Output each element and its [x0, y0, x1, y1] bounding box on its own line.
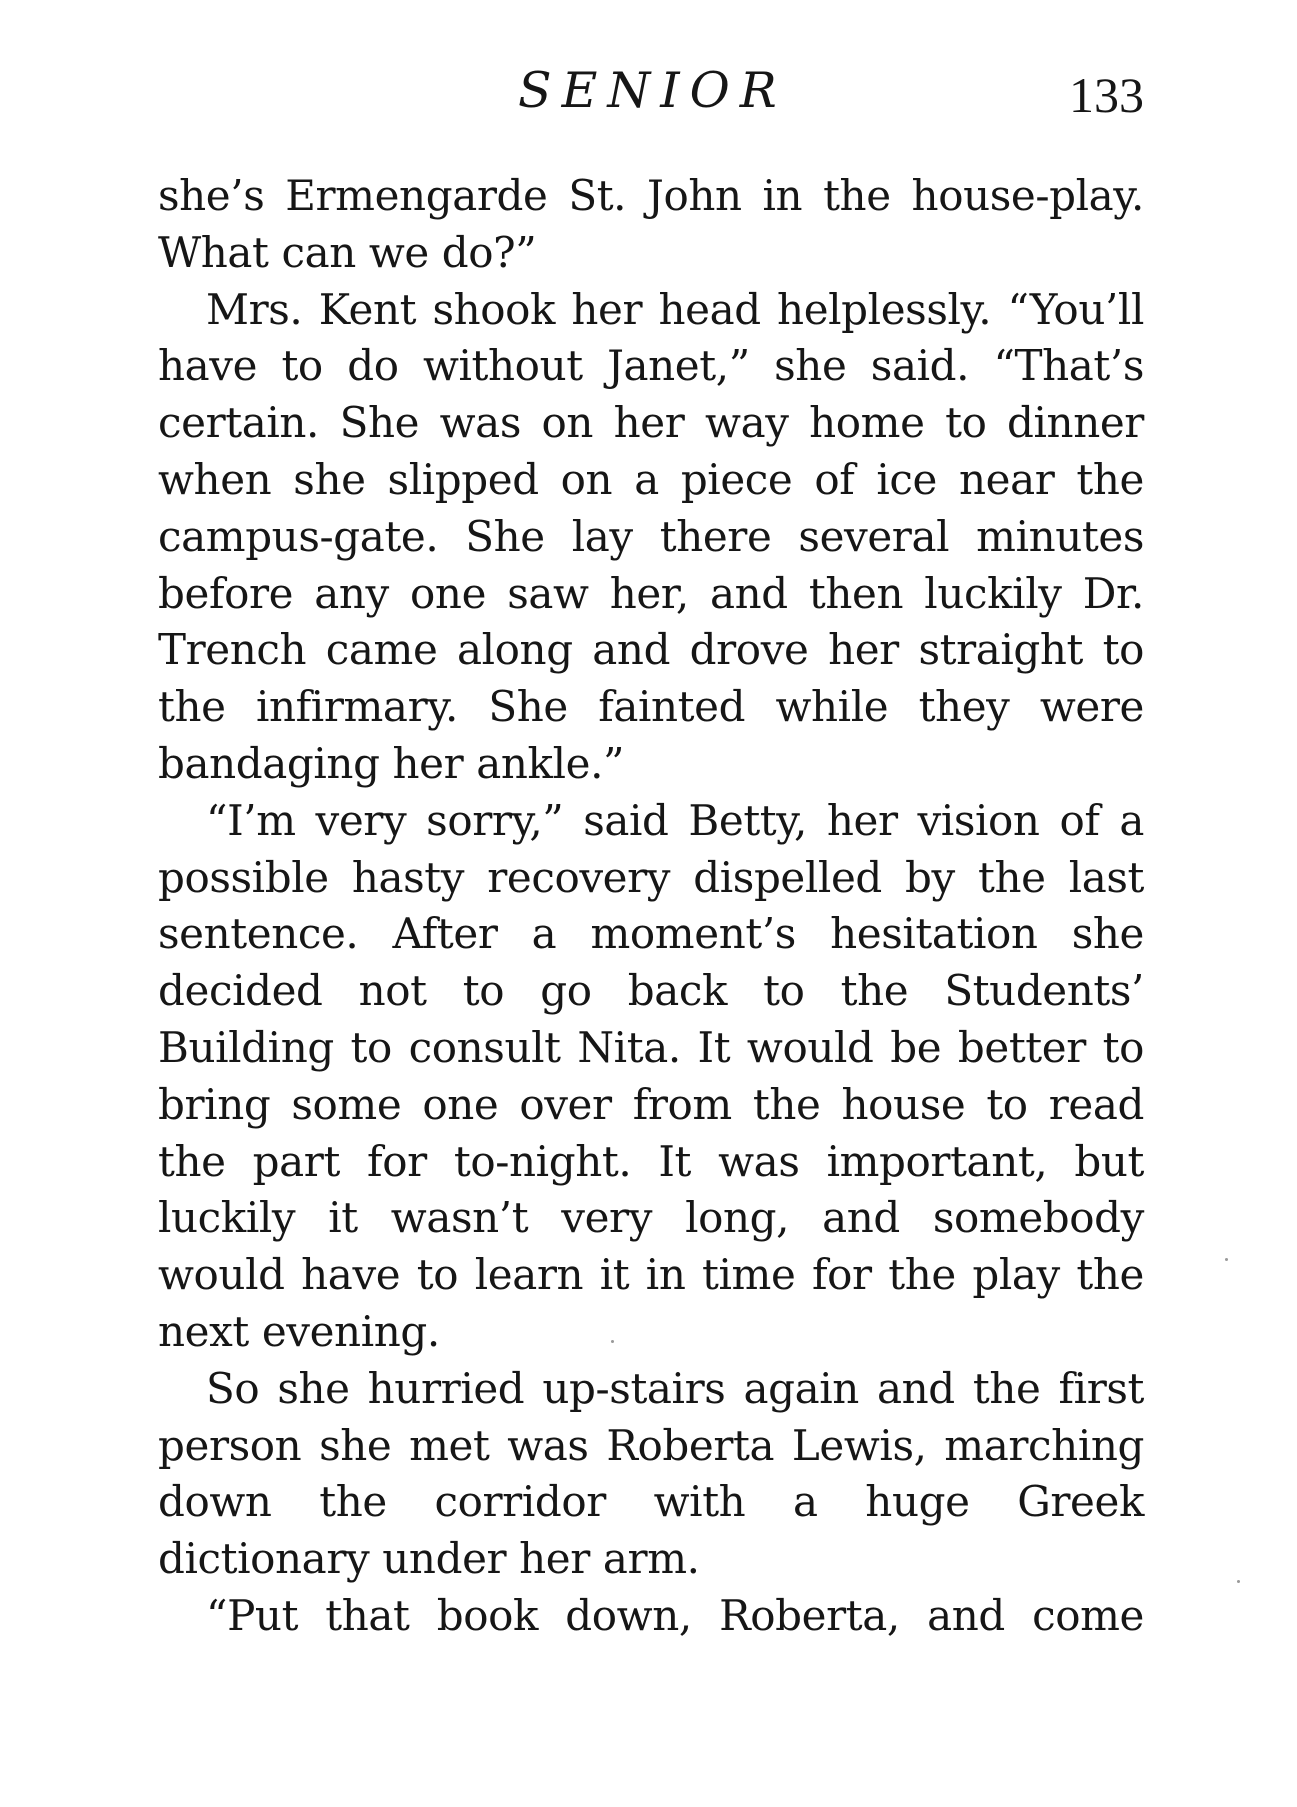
paper-speck — [1237, 1580, 1240, 1583]
paper-speck — [611, 1340, 614, 1343]
paragraph-5: “Put that book down, Roberta, and come — [206, 1590, 1144, 1640]
page-header — [158, 64, 1144, 134]
paper-speck — [1225, 1258, 1228, 1261]
running-title: SENIOR — [518, 62, 787, 119]
paragraph-4: So she hurried up-stairs again and the first person she met was Roberta Lewis, marching down the corridor with a huge Greek dictionary under her arm. — [158, 1363, 1144, 1584]
paragraph-1: she’s Ermengarde St. John in the house-play. What can we do?” — [158, 171, 1144, 277]
paragraph-3: “I’m very sorry,” said Betty, her vision of a possible hasty recovery dispelled by the last sentence. After a moment’s hesitation she decided not to go back to the Students’ Building to consult Nita. It would be better to bring some one over from the house to read the part for to-night. It was important, but luckily it wasn’t very long, and somebody would have to learn it in time for the play the next evening. — [158, 795, 1144, 1356]
page-body — [158, 168, 1144, 1645]
page-number: 133 — [1069, 67, 1144, 123]
paragraph-2: Mrs. Kent shook her head helplessly. “You’ll have to do without Janet,” she said. “That’s certain. She was on her way home to dinner when she slipped on a piece of ice near the campus-gate. She lay there several minutes before any one saw her, and then luckily Dr. Trench came along and drove her straight to the infirmary. She fainted while they were bandaging her ankle.” — [158, 284, 1144, 788]
